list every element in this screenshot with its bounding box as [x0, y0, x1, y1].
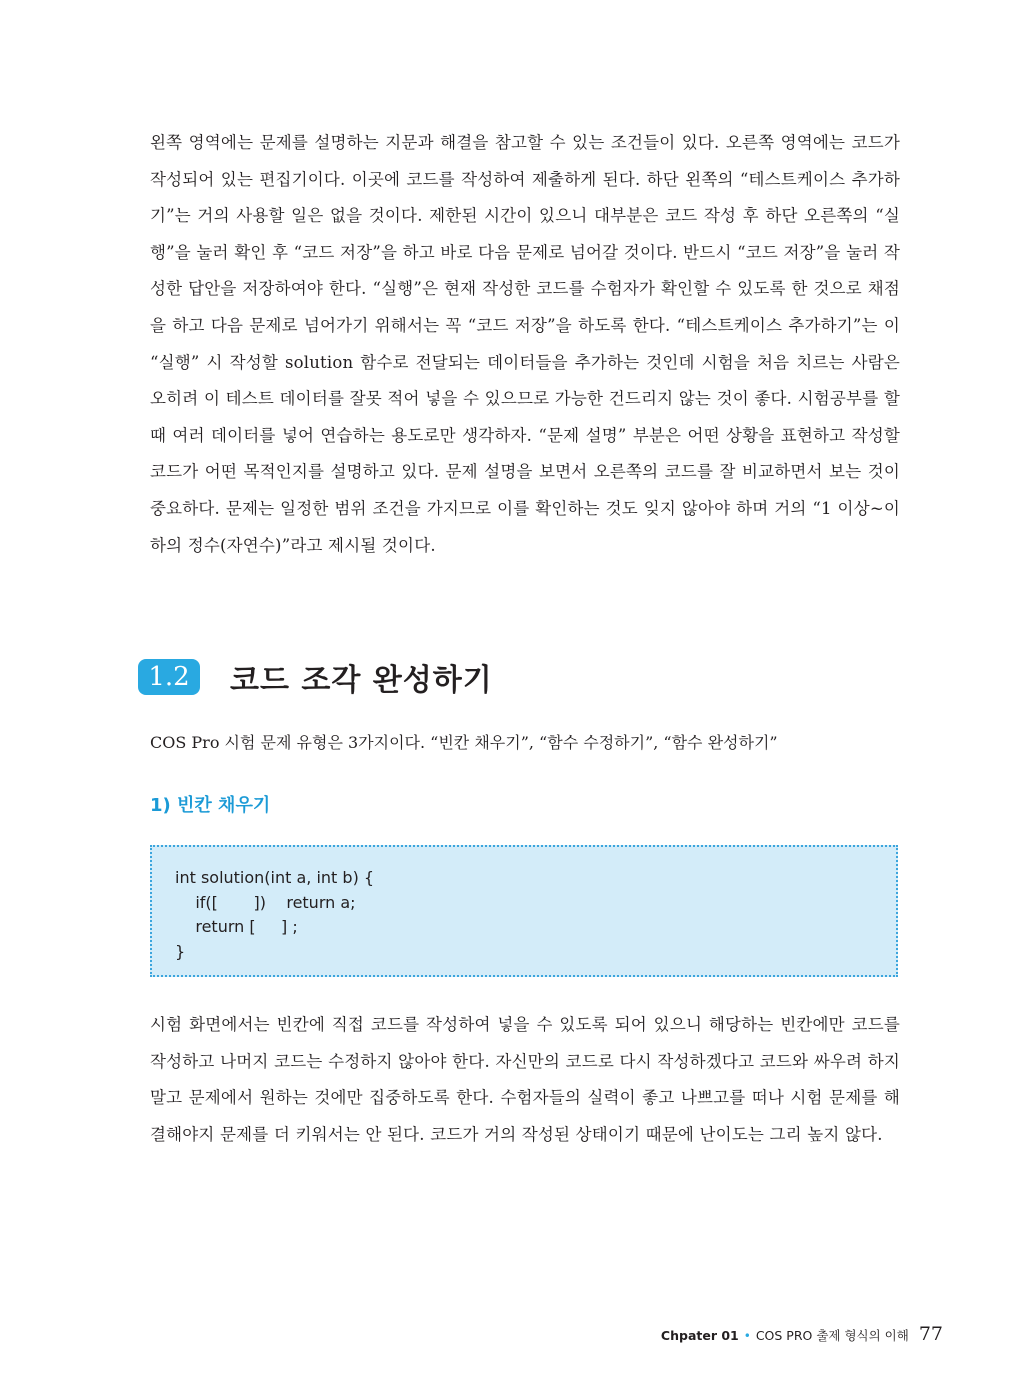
question-types-line: COS Pro 시험 문제 유형은 3가지이다. “빈칸 채우기”, “함수 수정하기”, “함수 완성하기”: [150, 733, 778, 752]
code-line: if([ ]) return a;: [175, 892, 356, 912]
section-heading: [138, 654, 493, 700]
page-footer: [661, 1323, 943, 1345]
subsection-title: 1) 빈칸 채우기: [150, 795, 271, 816]
section-title: 코드 조각 완성하기: [230, 663, 493, 698]
code-line: }: [175, 941, 186, 961]
code-example-box: [150, 845, 898, 977]
intro-paragraph: 왼쪽 영역에는 문제를 설명하는 지문과 해결을 참고할 수 있는 조건들이 있다. 오른쪽 영역에는 코드가 작성되어 있는 편집기이다. 이곳에 코드를 작성하여 제출하게 된다. 하단 왼쪽의 “테스트케이스 추가하기”는 거의 사용할 일은 없을 것이다. 제한된 시간이 있으니 대부분은 코드 작성 후 하단 오른쪽의 “실행”을 눌러 확인 후 “코드 저장”을 하고 바로 다음 문제로 넘어갈 것이다. 반드시 “코드 저장”을 눌러 작성한 답안을 저장하여야 한다. “실행”은 현재 작성한 코드를 수험자가 확인할 수 있도록 한 것으로 채점을 하고 다음 문제로 넘어가기 위해서는 꼭 “코드 저장”을 하도록 한다. “테스트케이스 추가하기”는 이 “실행” 시 작성할 solution 함수로 전달되는 데이터들을 추가하는 것인데 시험을 처음 치르는 사람은 오히려 이 테스트 데이터를 잘못 적어 넣을 수 있으므로 가능한 건드리지 않는 것이 좋다. 시험공부를 할 때 여러 데이터를 넣어 연습하는 용도로만 생각하자. “문제 설명” 부분은 어떤 상황을 표현하고 작성할 코드가 어떤 목적인지를 설명하고 있다. 문제 설명을 보면서 오른쪽의 코드를 잘 비교하면서 보는 것이 중요하다. 문제는 일정한 범위 조건을 가지므로 이를 확인하는 것도 잊지 않아야 하며 거의 “1 이상~이하의 정수(자연수)”라고 제시될 것이다.: [150, 133, 900, 555]
footer-title: COS PRO 출제 형식의 이해: [755, 1328, 909, 1343]
page-number: 77: [918, 1323, 943, 1345]
code-block: [175, 866, 374, 964]
code-line: return [ ] ;: [175, 917, 298, 936]
code-line: int solution(int a, int b) {: [175, 868, 375, 887]
section-number-badge: 1.2: [138, 659, 200, 695]
outro-paragraph: 시험 화면에서는 빈칸에 직접 코드를 작성하여 넣을 수 있도록 되어 있으니 해당하는 빈칸에만 코드를 작성하고 나머지 코드는 수정하지 않아야 한다. 자신만의 코드로 다시 작성하겠다고 코드와 싸우려 하지 말고 문제에서 원하는 것에만 집중하도록 한다. 수험자들의 실력이 좋고 나쁘고를 떠나 시험 문제를 해결해야지 문제를 더 키워서는 안 된다. 코드가 거의 작성된 상태이기 때문에 난이도는 그리 높지 않다.: [150, 1015, 900, 1144]
footer-separator: •: [743, 1329, 751, 1343]
footer-chapter: Chpater 01: [660, 1328, 739, 1343]
